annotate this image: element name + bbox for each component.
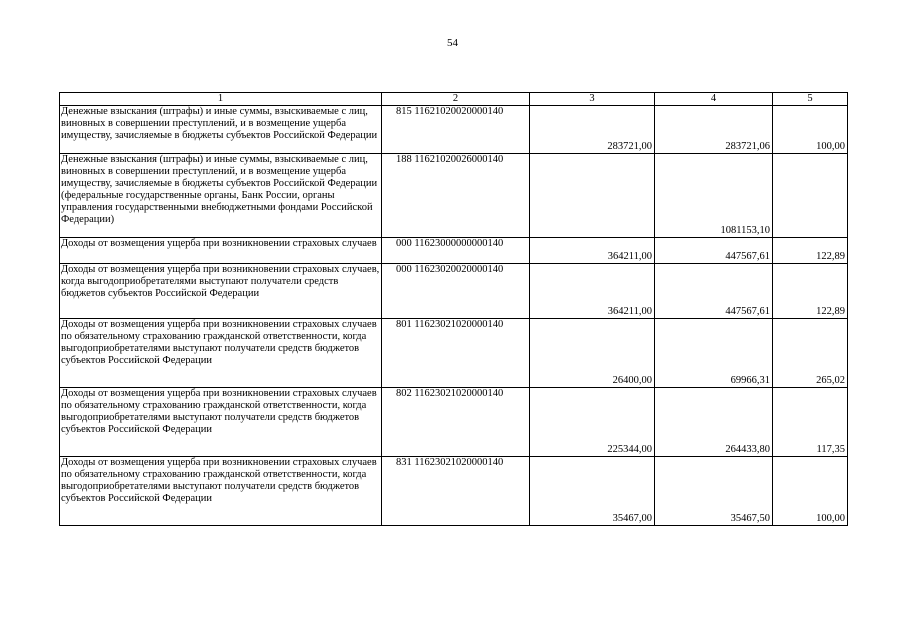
header-row bbox=[60, 93, 848, 106]
budget-code-cell: 188 11621020026000140 bbox=[382, 154, 530, 238]
actual-amount-cell: 69966,31 bbox=[655, 319, 773, 388]
execution-percent-cell: 122,89 bbox=[773, 238, 848, 264]
table-row bbox=[60, 154, 848, 238]
revenue-name-cell: Доходы от возмещения ущерба при возникновении страховых случаев по обязательному страхованию гражданской ответственности, когда выгодоприобретателями выступают получатели средств бюджетов субъектов Российской Федерации bbox=[60, 319, 382, 388]
actual-amount-cell: 447567,61 bbox=[655, 238, 773, 264]
table-row bbox=[60, 106, 848, 154]
revenue-name-cell: Доходы от возмещения ущерба при возникновении страховых случаев по обязательному страхованию гражданской ответственности, когда выгодоприобретателями выступают получатели средств бюджетов субъектов Российской Федерации bbox=[60, 457, 382, 526]
planned-amount-cell: 283721,00 bbox=[530, 106, 655, 154]
planned-amount-cell: 364211,00 bbox=[530, 264, 655, 319]
revenue-table bbox=[59, 92, 848, 526]
budget-code-cell: 815 11621020020000140 bbox=[382, 106, 530, 154]
actual-amount-cell: 283721,06 bbox=[655, 106, 773, 154]
column-header: 1 bbox=[60, 93, 382, 106]
planned-amount-cell: 225344,00 bbox=[530, 388, 655, 457]
column-header: 2 bbox=[382, 93, 530, 106]
column-header: 3 bbox=[530, 93, 655, 106]
table-row bbox=[60, 264, 848, 319]
execution-percent-cell: 100,00 bbox=[773, 457, 848, 526]
budget-code-cell: 000 11623000000000140 bbox=[382, 238, 530, 264]
budget-code-cell: 801 11623021020000140 bbox=[382, 319, 530, 388]
table-row bbox=[60, 319, 848, 388]
execution-percent-cell: 122,89 bbox=[773, 264, 848, 319]
actual-amount-cell: 264433,80 bbox=[655, 388, 773, 457]
planned-amount-cell: 364211,00 bbox=[530, 238, 655, 264]
table-row bbox=[60, 238, 848, 264]
actual-amount-cell: 447567,61 bbox=[655, 264, 773, 319]
planned-amount-cell bbox=[530, 154, 655, 238]
table-header bbox=[60, 93, 848, 106]
column-header: 4 bbox=[655, 93, 773, 106]
execution-percent-cell: 265,02 bbox=[773, 319, 848, 388]
page-number: 54 bbox=[447, 37, 458, 49]
table-row bbox=[60, 388, 848, 457]
revenue-name-cell: Доходы от возмещения ущерба при возникновении страховых случаев, когда выгодоприобретателями выступают получатели средств бюджетов субъектов Российской Федерации bbox=[60, 264, 382, 319]
execution-percent-cell: 100,00 bbox=[773, 106, 848, 154]
execution-percent-cell: 117,35 bbox=[773, 388, 848, 457]
revenue-name-cell: Доходы от возмещения ущерба при возникновении страховых случаев bbox=[60, 238, 382, 264]
table-row bbox=[60, 457, 848, 526]
budget-code-cell: 831 11623021020000140 bbox=[382, 457, 530, 526]
budget-code-cell: 802 11623021020000140 bbox=[382, 388, 530, 457]
revenue-name-cell: Денежные взыскания (штрафы) и иные суммы, взыскиваемые с лиц, виновных в совершении преступлений, и в возмещение ущерба имуществу, зачисляемые в бюджеты субъектов Российской Федерации (федеральные государственные органы, Банк России, органы управления государственными внебюджетными фондами Российской Федерации) bbox=[60, 154, 382, 238]
budget-code-cell: 000 11623020020000140 bbox=[382, 264, 530, 319]
table-body bbox=[60, 106, 848, 526]
column-header: 5 bbox=[773, 93, 848, 106]
revenue-name-cell: Денежные взыскания (штрафы) и иные суммы, взыскиваемые с лиц, виновных в совершении преступлений, и в возмещение ущерба имуществу, зачисляемые в бюджеты субъектов Российской Федерации bbox=[60, 106, 382, 154]
planned-amount-cell: 35467,00 bbox=[530, 457, 655, 526]
planned-amount-cell: 26400,00 bbox=[530, 319, 655, 388]
actual-amount-cell: 35467,50 bbox=[655, 457, 773, 526]
revenue-name-cell: Доходы от возмещения ущерба при возникновении страховых случаев по обязательному страхованию гражданской ответственности, когда выгодоприобретателями выступают получатели средств бюджетов субъектов Российской Федерации bbox=[60, 388, 382, 457]
execution-percent-cell bbox=[773, 154, 848, 238]
actual-amount-cell: 1081153,10 bbox=[655, 154, 773, 238]
